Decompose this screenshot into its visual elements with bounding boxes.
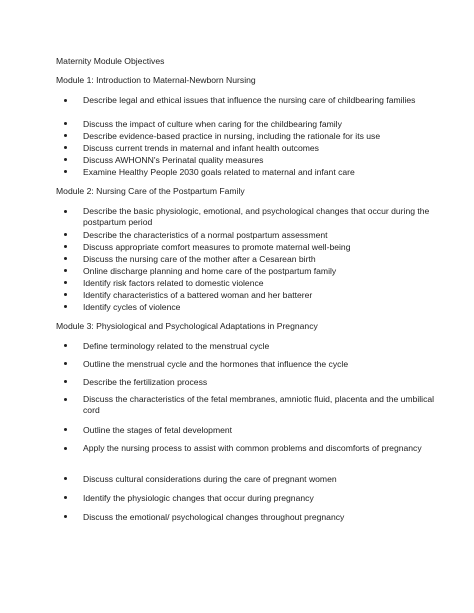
list-item: Describe the basic physiologic, emotional, and psychological changes that occur during the postpartum period (83, 206, 444, 228)
list-item: Identify characteristics of a battered woman and her batterer (83, 289, 444, 301)
list-item: Apply the nursing process to assist with common problems and discomforts of pregnancy (83, 443, 444, 454)
list-item: Discuss the nursing care of the mother after a Cesarean birth (83, 253, 444, 265)
list-item: Define terminology related to the menstrual cycle (83, 340, 444, 352)
list-item: Discuss the characteristics of the fetal membranes, amniotic fluid, placenta and the umbilical cord (83, 394, 444, 416)
list-item: Describe the fertilization process (83, 376, 444, 388)
list-item: Identify the physiologic changes that occur during pregnancy (83, 492, 444, 504)
list-item: Discuss the emotional/ psychological changes throughout pregnancy (83, 511, 444, 523)
module-1-heading: Module 1: Introduction to Maternal-Newborn Nursing (56, 75, 256, 85)
list-item: Examine Healthy People 2030 goals related to maternal and infant care (83, 166, 444, 178)
list-item: Discuss AWHONN's Perinatal quality measures (83, 154, 444, 166)
list-item: Outline the stages of fetal development (83, 424, 444, 436)
module-3-heading: Module 3: Physiological and Psychological Adaptations in Pregnancy (56, 321, 318, 331)
list-item: Describe evidence-based practice in nursing, including the rationale for its use (83, 130, 444, 142)
document-title: Maternity Module Objectives (56, 56, 165, 66)
list-item: Identify cycles of violence (83, 301, 444, 313)
list-item: Discuss cultural considerations during the care of pregnant women (83, 473, 444, 485)
list-item: Online discharge planning and home care of the postpartum family (83, 265, 444, 277)
list-item: Discuss current trends in maternal and infant health outcomes (83, 142, 444, 154)
list-item: Outline the menstrual cycle and the hormones that influence the cycle (83, 358, 444, 370)
list-item: Describe legal and ethical issues that influence the nursing care of childbearing families (83, 95, 444, 106)
list-item: Describe the characteristics of a normal postpartum assessment (83, 229, 444, 241)
module-2-heading: Module 2: Nursing Care of the Postpartum Family (56, 186, 245, 196)
list-item: Identify risk factors related to domestic violence (83, 277, 444, 289)
list-item: Discuss appropriate comfort measures to promote maternal well-being (83, 241, 444, 253)
list-item: Discuss the impact of culture when caring for the childbearing family (83, 118, 444, 130)
